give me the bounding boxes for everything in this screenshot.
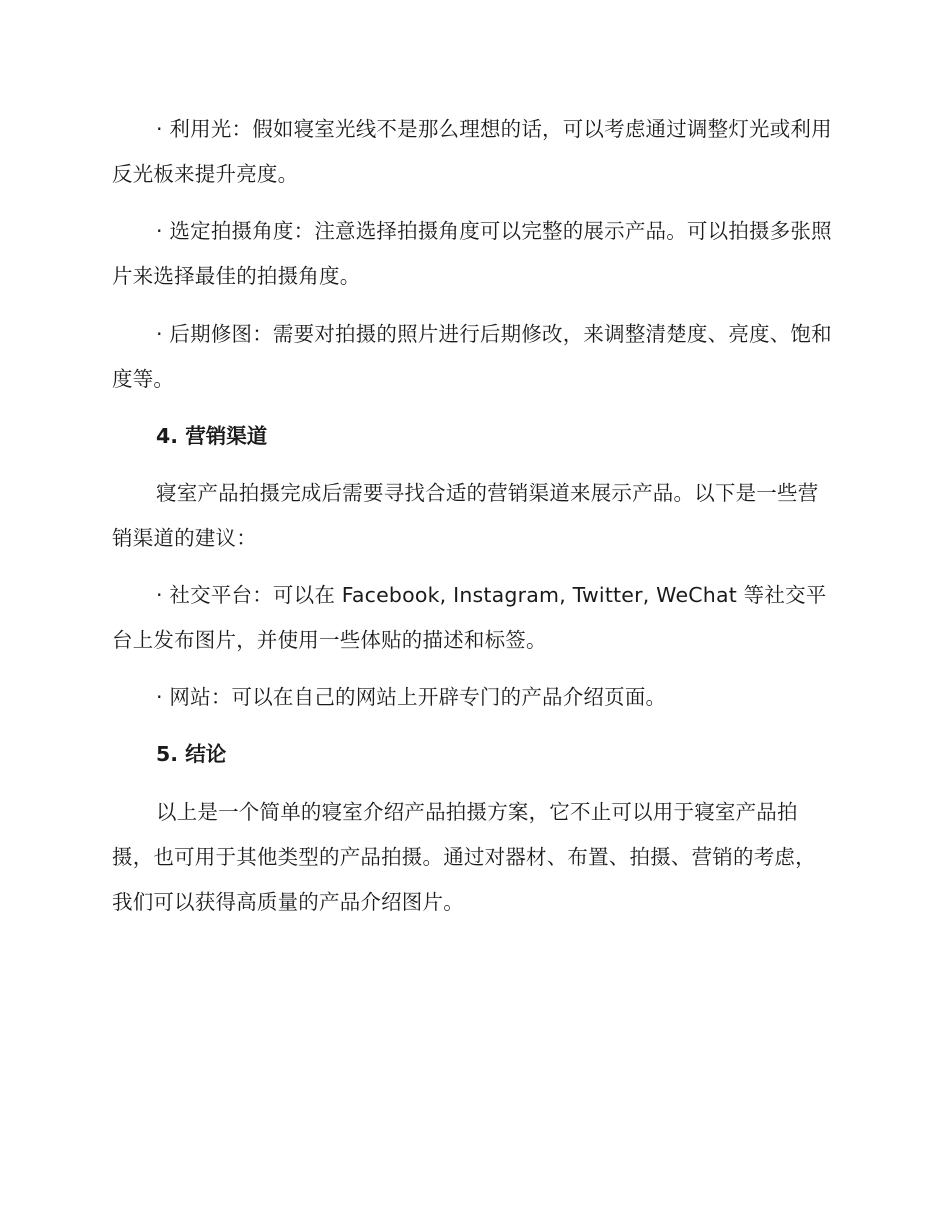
paragraph-post-editing: · 后期修图：需要对拍摄的照片进行后期修改，来调整清楚度、亮度、饱和度等。 bbox=[112, 322, 832, 391]
paragraph-social-platforms: · 社交平台：可以在 Facebook, Instagram, Twitter, WeChat 等社交平台上发布图片，并使用一些体贴的描述和标签。 bbox=[112, 583, 827, 652]
paragraph-use-light: · 利用光：假如寝室光线不是那么理想的话，可以考虑通过调整灯光或利用反光板来提升亮度。 bbox=[112, 117, 832, 186]
paragraph-website: · 网站：可以在自己的网站上开辟专门的产品介绍页面。 bbox=[156, 685, 667, 709]
paragraph-shooting-angle: · 选定拍摄角度：注意选择拍摄角度可以完整的展示产品。可以拍摄多张照片来选择最佳的拍摄角度。 bbox=[112, 219, 832, 288]
paragraph-conclusion: 以上是一个简单的寝室介绍产品拍摄方案，它不止可以用于寝室产品拍摄，也可用于其他类型的产品拍摄。通过对器材、布置、拍摄、营销的考虑，我们可以获得高质量的产品介绍图片。 bbox=[112, 800, 816, 914]
section-heading-marketing-channels: 4. 营销渠道 bbox=[156, 424, 268, 448]
section-heading-conclusion: 5. 结论 bbox=[156, 742, 227, 766]
paragraph-marketing-intro: 寝室产品拍摄完成后需要寻找合适的营销渠道来展示产品。以下是一些营销渠道的建议： bbox=[112, 481, 819, 550]
